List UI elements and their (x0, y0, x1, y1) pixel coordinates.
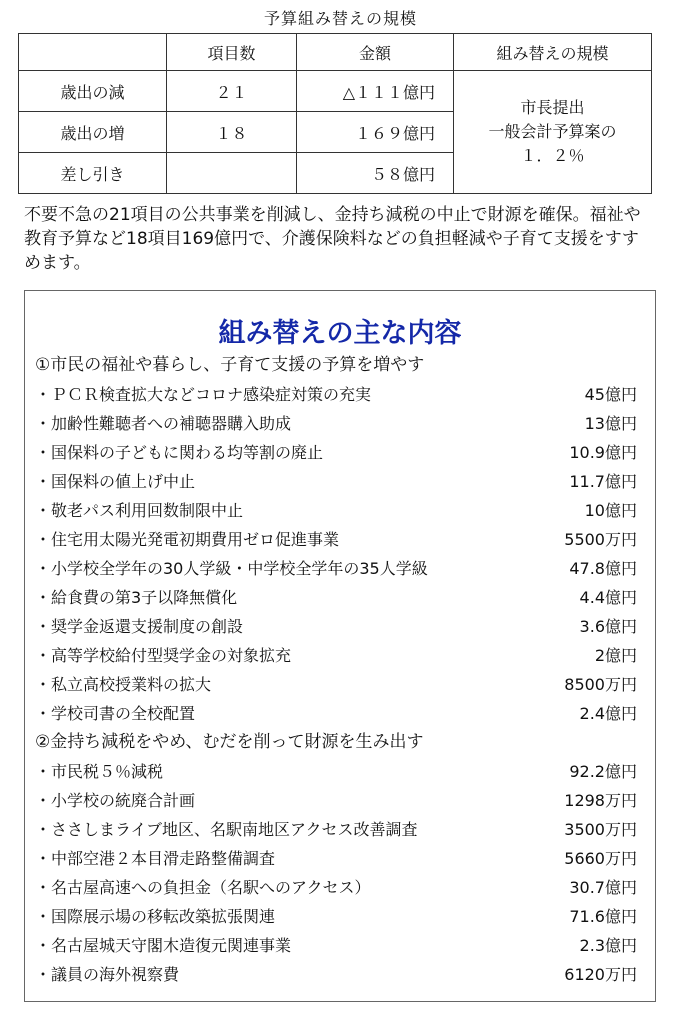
scale-cell (454, 71, 652, 194)
list-item (35, 612, 649, 641)
item-amount: 92.2億円 (569, 762, 637, 781)
list-item (35, 931, 649, 960)
list-item (35, 438, 649, 467)
row-count-net (167, 153, 297, 194)
list-item (35, 467, 649, 496)
item-label: ・市民税５％減税 (35, 762, 164, 781)
item-amount: 8500万円 (564, 675, 637, 694)
list-item (35, 525, 649, 554)
list-item (35, 844, 649, 873)
item-amount: 13億円 (584, 414, 637, 433)
item-amount: 1298万円 (564, 791, 637, 810)
content-list (35, 351, 649, 989)
scale-line-2: 一般会計予算案の (488, 122, 617, 141)
item-label: ・ささしまライブ地区、名駅南地区アクセス改善調査 (35, 820, 418, 839)
main-content-box (24, 290, 656, 1002)
list-item (35, 409, 649, 438)
item-label: ・小学校の統廃合計画 (35, 791, 196, 810)
table-header-row (19, 34, 652, 71)
item-label: ・名古屋高速への負担金（名駅へのアクセス） (35, 878, 371, 897)
item-label: ・給食費の第3子以降無償化 (35, 588, 238, 607)
item-label: ・奨学金返還支援制度の創設 (35, 617, 244, 636)
list-item (35, 641, 649, 670)
list-item (35, 583, 649, 612)
list-item (35, 815, 649, 844)
row-label-net: 差し引き (19, 153, 167, 194)
row-count-decrease: ２１ (167, 71, 297, 112)
item-label: ・敬老パス利用回数制限中止 (35, 501, 244, 520)
item-amount: 10.9億円 (569, 443, 637, 462)
item-label: ・議員の海外視察費 (35, 965, 180, 984)
item-label: ・名古屋城天守閣木造復元関連事業 (35, 936, 292, 955)
scale-line-1: 市長提出 (520, 98, 585, 117)
item-label: ・学校司書の全校配置 (35, 704, 196, 723)
box-title: 組み替えの主な内容 (218, 318, 462, 349)
item-amount: 3500万円 (564, 820, 637, 839)
row-label-decrease: 歳出の減 (19, 71, 167, 112)
item-label: ・高等学校給付型奨学金の対象拡充 (35, 646, 292, 665)
list-item (35, 380, 649, 409)
list-item (35, 757, 649, 786)
item-amount: 2.4億円 (579, 704, 637, 723)
list-item (35, 699, 649, 728)
list-item (35, 554, 649, 583)
item-amount: 5660万円 (564, 849, 637, 868)
summary-paragraph: 不要不急の21項目の公共事業を削減し、金持ち減税の中止で財源を確保。福祉や教育予算など18項目169億円で、介護保険料などの負担軽減や子育て支援をすすめます。 (24, 205, 641, 273)
item-amount: 45億円 (584, 385, 637, 404)
item-amount: 5500万円 (564, 530, 637, 549)
item-amount: 71.6億円 (569, 907, 637, 926)
section-heading: ①市民の福祉や暮らし、子育て支援の予算を増やす (35, 355, 425, 375)
list-item (35, 902, 649, 931)
item-amount: 47.8億円 (569, 559, 637, 578)
budget-summary-table (18, 33, 652, 194)
row-count-increase: １８ (167, 112, 297, 153)
row-amount-increase: １６９億円 (297, 112, 454, 153)
item-amount: 3.6億円 (579, 617, 637, 636)
item-label: ・国際展示場の移転改築拡張関連 (35, 907, 276, 926)
item-amount: 10億円 (584, 501, 637, 520)
table-row-decrease (19, 71, 652, 112)
header-cell-count: 項目数 (167, 34, 297, 71)
item-amount: 11.7億円 (569, 472, 637, 491)
row-amount-decrease: △１１１億円 (297, 71, 454, 112)
list-item (35, 786, 649, 815)
list-item (35, 960, 649, 989)
scale-line-3: １．２％ (520, 146, 585, 165)
section-heading: ②金持ち減税をやめ、むだを削って財源を生み出す (35, 732, 424, 752)
item-label: ・ＰＣＲ検査拡大などコロナ感染症対策の充実 (35, 385, 372, 404)
item-amount: 4.4億円 (579, 588, 637, 607)
item-label: ・小学校全学年の30人学級・中学校全学年の35人学級 (35, 559, 428, 578)
item-amount: 30.7億円 (569, 878, 637, 897)
item-label: ・国保料の子どもに関わる均等割の廃止 (35, 443, 324, 462)
list-item (35, 873, 649, 902)
item-label: ・国保料の値上げ中止 (35, 472, 196, 491)
row-label-increase: 歳出の増 (19, 112, 167, 153)
header-cell-scale: 組み替えの規模 (454, 34, 652, 71)
row-amount-net: ５８億円 (297, 153, 454, 194)
item-label: ・中部空港２本目滑走路整備調査 (35, 849, 276, 868)
item-label: ・住宅用太陽光発電初期費用ゼロ促進事業 (35, 530, 340, 549)
header-cell-amount: 金額 (297, 34, 454, 71)
item-amount: 6120万円 (564, 965, 637, 984)
item-amount: 2億円 (594, 646, 637, 665)
list-item (35, 670, 649, 699)
item-label: ・私立高校授業料の拡大 (35, 675, 212, 694)
page-title: 予算組み替えの規模 (263, 9, 417, 28)
list-item (35, 496, 649, 525)
header-cell-blank (19, 34, 167, 71)
item-amount: 2.3億円 (579, 936, 637, 955)
item-label: ・加齢性難聴者への補聴器購入助成 (35, 414, 292, 433)
